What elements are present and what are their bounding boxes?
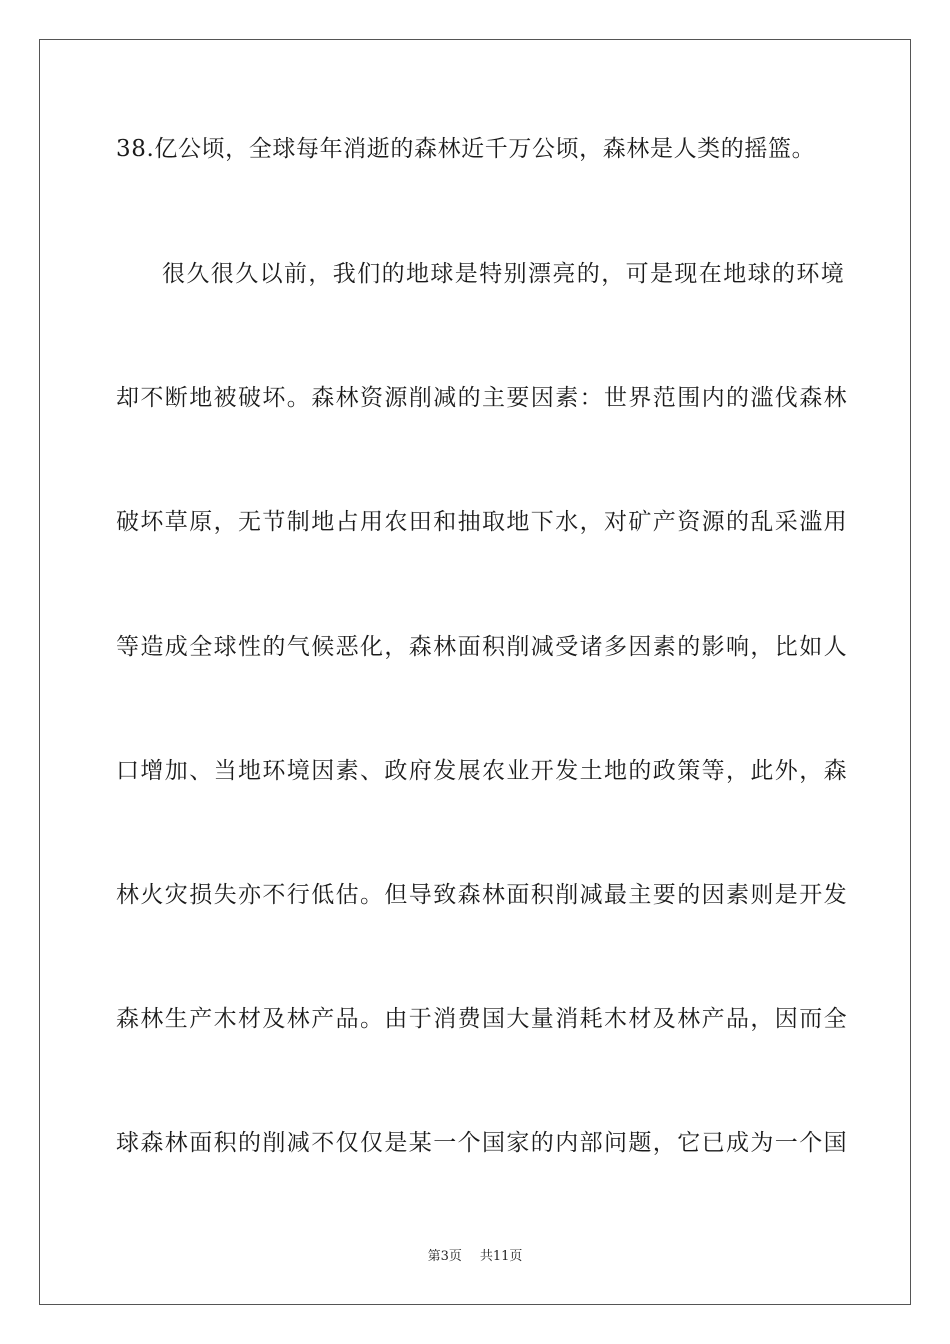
text-line: 森林生产木材及林产品。由于消费国大量消耗木材及林产品，因而全 bbox=[116, 1006, 848, 1032]
page-footer bbox=[0, 1248, 950, 1266]
total-pages: 共11页 bbox=[479, 1249, 523, 1264]
text-line: 38.亿公顷，全球每年消逝的森林近千万公顷，森林是人类的摇篮。 bbox=[116, 136, 816, 162]
text-line: 却不断地被破坏。森林资源削减的主要因素：世界范围内的滥伐森林 bbox=[116, 385, 848, 411]
text-line: 球森林面积的削减不仅仅是某一个国家的内部问题，它已成为一个国 bbox=[116, 1130, 848, 1156]
text-line: 破坏草原，无节制地占用农田和抽取地下水，对矿产资源的乱采滥用 bbox=[116, 509, 848, 535]
paragraph-first-line: 很久很久以前，我们的地球是特别漂亮的，可是现在地球的环境 bbox=[162, 261, 846, 287]
text-line: 等造成全球性的气候恶化，森林面积削减受诸多因素的影响，比如人 bbox=[116, 634, 848, 660]
page-border bbox=[39, 39, 911, 1305]
text-line: 林火灾损失亦不行低估。但导致森林面积削减最主要的因素则是开发 bbox=[116, 882, 848, 908]
page-number: 第3页 bbox=[427, 1249, 462, 1264]
text-line: 口增加、当地环境因素、政府发展农业开发土地的政策等，此外，森 bbox=[116, 758, 848, 784]
